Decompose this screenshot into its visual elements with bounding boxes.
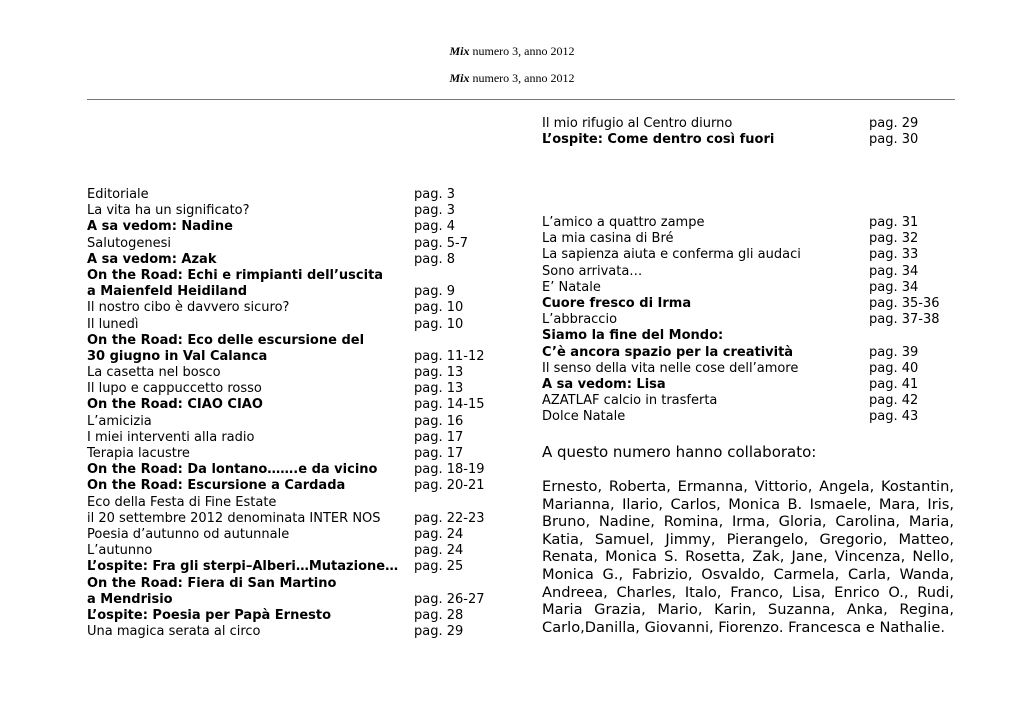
- toc-entry-title: Editoriale: [87, 187, 149, 202]
- toc-entry: [87, 543, 507, 559]
- toc-entry: [87, 478, 507, 494]
- toc-entry: [87, 576, 507, 592]
- toc-entry-page: pag. 43: [869, 409, 919, 425]
- toc-entry-title: AZATLAF calcio in trasferta: [542, 393, 718, 409]
- toc-entry-title: Il senso della vita nelle cose dell’amore: [542, 360, 799, 376]
- toc-entry-page: pag. 13: [414, 381, 464, 397]
- page-header-line-1: [0, 44, 1024, 59]
- toc-entry: [87, 349, 507, 365]
- toc-entry-title: On the Road: Echi e rimpianti dell’uscita: [87, 267, 384, 283]
- toc-entry-title: Terapia lacustre: [87, 446, 190, 461]
- toc-entry-title: Siamo la fine del Mondo:: [542, 328, 724, 344]
- toc-entry-title: Eco della Festa di Fine Estate: [87, 494, 277, 510]
- toc-entry: [87, 430, 507, 446]
- toc-entry: [542, 393, 962, 409]
- toc-entry: [542, 231, 962, 247]
- toc-entry-page: pag. 34: [869, 279, 919, 295]
- toc-entry: [542, 280, 962, 296]
- toc-entry-title: On the Road: Eco delle escursione del: [87, 332, 365, 348]
- toc-entry-page: pag. 14-15: [414, 397, 485, 413]
- toc-entry-page: pag. 20-21: [414, 478, 485, 494]
- toc-entry: [87, 333, 507, 349]
- toc-entry: [87, 397, 507, 413]
- toc-entry-page: pag. 16: [414, 413, 464, 429]
- toc-entry-title: L’amico a quattro zampe: [542, 215, 705, 230]
- toc-entry-title: Salutogenesi: [87, 235, 171, 251]
- toc-entry: [87, 284, 507, 300]
- toc-entry-page: pag. 5-7: [414, 235, 468, 251]
- toc-entry-title: A sa vedom: Nadine: [87, 219, 233, 235]
- toc-entry-page: pag. 40: [869, 360, 919, 376]
- collaborators-heading: A questo numero hanno collaborato:: [542, 443, 817, 461]
- toc-entry-title: a Maienfeld Heidiland: [87, 284, 247, 300]
- toc-entry-title: il 20 settembre 2012 denominata INTER NOS: [87, 510, 381, 526]
- toc-entry-title: A sa vedom: Lisa: [542, 376, 666, 392]
- toc-entry: [542, 361, 962, 377]
- toc-entry: [87, 268, 507, 284]
- toc-entry-title: L’ospite: Poesia per Papà Ernesto: [87, 607, 332, 623]
- issue-info: numero 3, anno 2012: [469, 71, 575, 85]
- toc-entry: [542, 312, 962, 328]
- toc-entry: [542, 328, 962, 344]
- toc-entry-title: La mia casina di Bré: [542, 231, 674, 247]
- toc-entry-title: L’abbraccio: [542, 312, 618, 328]
- toc-entry-title: Il lupo e cappuccetto rosso: [87, 381, 262, 397]
- toc-entry-title: L’amicizia: [87, 413, 152, 429]
- toc-entry: [87, 187, 507, 203]
- toc-entry: [87, 236, 507, 252]
- toc-entry-title: a Mendrisio: [87, 591, 173, 607]
- toc-entry-title: Il mio rifugio al Centro diurno: [542, 116, 733, 131]
- toc-entry-title: C’è ancora spazio per la creatività: [542, 344, 794, 360]
- toc-entry-page: pag. 22-23: [414, 510, 485, 526]
- toc-left-column: [87, 187, 507, 640]
- toc-entry-title: Una magica serata al circo: [87, 624, 261, 640]
- toc-entry-page: pag. 26-27: [414, 591, 485, 607]
- toc-entry-page: pag. 29: [414, 624, 464, 640]
- toc-entry-title: Dolce Natale: [542, 409, 626, 425]
- toc-entry: [87, 414, 507, 430]
- toc-entry-page: pag. 11-12: [414, 348, 485, 364]
- toc-entry-title: La casetta nel bosco: [87, 365, 221, 381]
- toc-entry-title: On the Road: Da lontano…….e da vicino: [87, 462, 378, 478]
- toc-entry-title: La sapienza aiuta e conferma gli audaci: [542, 247, 801, 263]
- magazine-name: Mix: [449, 71, 470, 85]
- toc-entry-page: pag. 34: [869, 263, 919, 279]
- toc-entry: [542, 377, 962, 393]
- toc-entry: [542, 409, 962, 425]
- toc-entry-title: L’autunno: [87, 543, 153, 559]
- toc-entry-page: pag. 17: [414, 429, 464, 445]
- toc-entry: [87, 365, 507, 381]
- toc-entry: [87, 592, 507, 608]
- toc-entry-page: pag. 29: [869, 116, 919, 131]
- toc-entry: [542, 345, 962, 361]
- toc-entry-page: pag. 39: [869, 344, 919, 360]
- magazine-name: Mix: [449, 44, 470, 58]
- toc-entry-page: pag. 3: [414, 187, 456, 202]
- toc-entry: [87, 608, 507, 624]
- toc-entry-page: pag. 42: [869, 393, 919, 409]
- toc-entry-title: Cuore fresco di Irma: [542, 295, 692, 311]
- toc-entry-title: I miei interventi alla radio: [87, 429, 255, 445]
- toc-entry-title: E’ Natale: [542, 279, 601, 295]
- toc-entry: [87, 381, 507, 397]
- issue-info: numero 3, anno 2012: [469, 44, 575, 58]
- toc-entry-title: 30 giugno in Val Calanca: [87, 348, 268, 364]
- toc-entry: [542, 296, 962, 312]
- toc-entry-page: pag. 8: [414, 251, 456, 267]
- toc-entry-title: On the Road: Fiera di San Martino: [87, 575, 337, 591]
- toc-entry-page: pag. 9: [414, 284, 456, 300]
- toc-entry-page: pag. 3: [414, 203, 456, 219]
- toc-entry-title: Poesia d’autunno od autunnale: [87, 526, 290, 542]
- collaborators-list: Ernesto, Roberta, Ermanna, Vittorio, Angela, Kostantin, Marianna, Ilario, Carlos, Monica B. Ismaele, Mara, Iris, Bruno, Nadine, Romina, Irma, Gloria, Carolina, Maria, Katia, Samuel, Jimmy, Pierangelo, Gregorio, Matteo, Renata, Monica S. Rosetta, Zak, Jane, Vincenza, Nello, Monica G., Fabrizio, Osvaldo, Carmela, Carla, Wanda, Andreea, Charles, Italo, Franco, Lisa, Enrico O., Rudi, Maria Grazia, Mario, Karin, Suzanna, Anka, Regina, Carlo,Danilla, Giovanni, Fiorenzo. Francesca e Nathalie.: [542, 478, 954, 636]
- toc-entry-page: pag. 28: [414, 607, 464, 623]
- toc-entry-title: On the Road: CIAO CIAO: [87, 397, 263, 413]
- toc-right-column: [542, 215, 962, 425]
- toc-entry: [542, 116, 962, 132]
- toc-entry-page: pag. 37-38: [869, 312, 940, 328]
- toc-entry-page: pag. 25: [414, 559, 464, 575]
- toc-entry: [87, 495, 507, 511]
- toc-entry-title: Il nostro cibo è davvero sicuro?: [87, 300, 290, 316]
- toc-entry: [87, 219, 507, 235]
- toc-entry-title: Sono arrivata…: [542, 263, 643, 279]
- toc-entry-page: pag. 10: [414, 316, 464, 332]
- toc-entry-page: pag. 31: [869, 215, 919, 230]
- toc-entry: [542, 247, 962, 263]
- toc-entry: [542, 264, 962, 280]
- header-divider: [87, 99, 955, 100]
- toc-entry-title: Il lunedì: [87, 316, 139, 332]
- toc-entry: [87, 300, 507, 316]
- toc-entry-page: pag. 24: [414, 543, 464, 559]
- toc-entry-page: pag. 35-36: [869, 295, 940, 311]
- toc-entry: [87, 624, 507, 640]
- toc-entry-title: L’ospite: Come dentro così fuori: [542, 132, 775, 148]
- toc-entry: [87, 252, 507, 268]
- toc-entry-page: pag. 33: [869, 247, 919, 263]
- toc-entry-page: pag. 18-19: [414, 462, 485, 478]
- toc-entry-page: pag. 10: [414, 300, 464, 316]
- toc-entry-page: pag. 17: [414, 446, 464, 461]
- toc-entry-page: pag. 32: [869, 231, 919, 247]
- toc-right-top-column: [542, 116, 962, 148]
- toc-entry: [87, 462, 507, 478]
- toc-entry: [87, 446, 507, 462]
- toc-entry: [87, 203, 507, 219]
- toc-entry: [87, 511, 507, 527]
- page-header-line-2: [0, 71, 1024, 86]
- toc-entry: [87, 317, 507, 333]
- toc-entry: [87, 527, 507, 543]
- toc-entry-title: On the Road: Escursione a Cardada: [87, 478, 346, 494]
- toc-entry-page: pag. 13: [414, 365, 464, 381]
- toc-entry-title: A sa vedom: Azak: [87, 251, 217, 267]
- toc-entry: [542, 132, 962, 148]
- toc-entry-page: pag. 30: [869, 132, 919, 148]
- toc-entry-page: pag. 4: [414, 219, 456, 235]
- toc-entry-page: pag. 41: [869, 376, 919, 392]
- toc-entry-page: pag. 24: [414, 526, 464, 542]
- toc-entry: [87, 559, 507, 575]
- toc-entry-title: L’ospite: Fra gli sterpi–Alberi…Mutazione…: [87, 559, 399, 575]
- toc-entry: [542, 215, 962, 231]
- toc-entry-title: La vita ha un significato?: [87, 203, 250, 219]
